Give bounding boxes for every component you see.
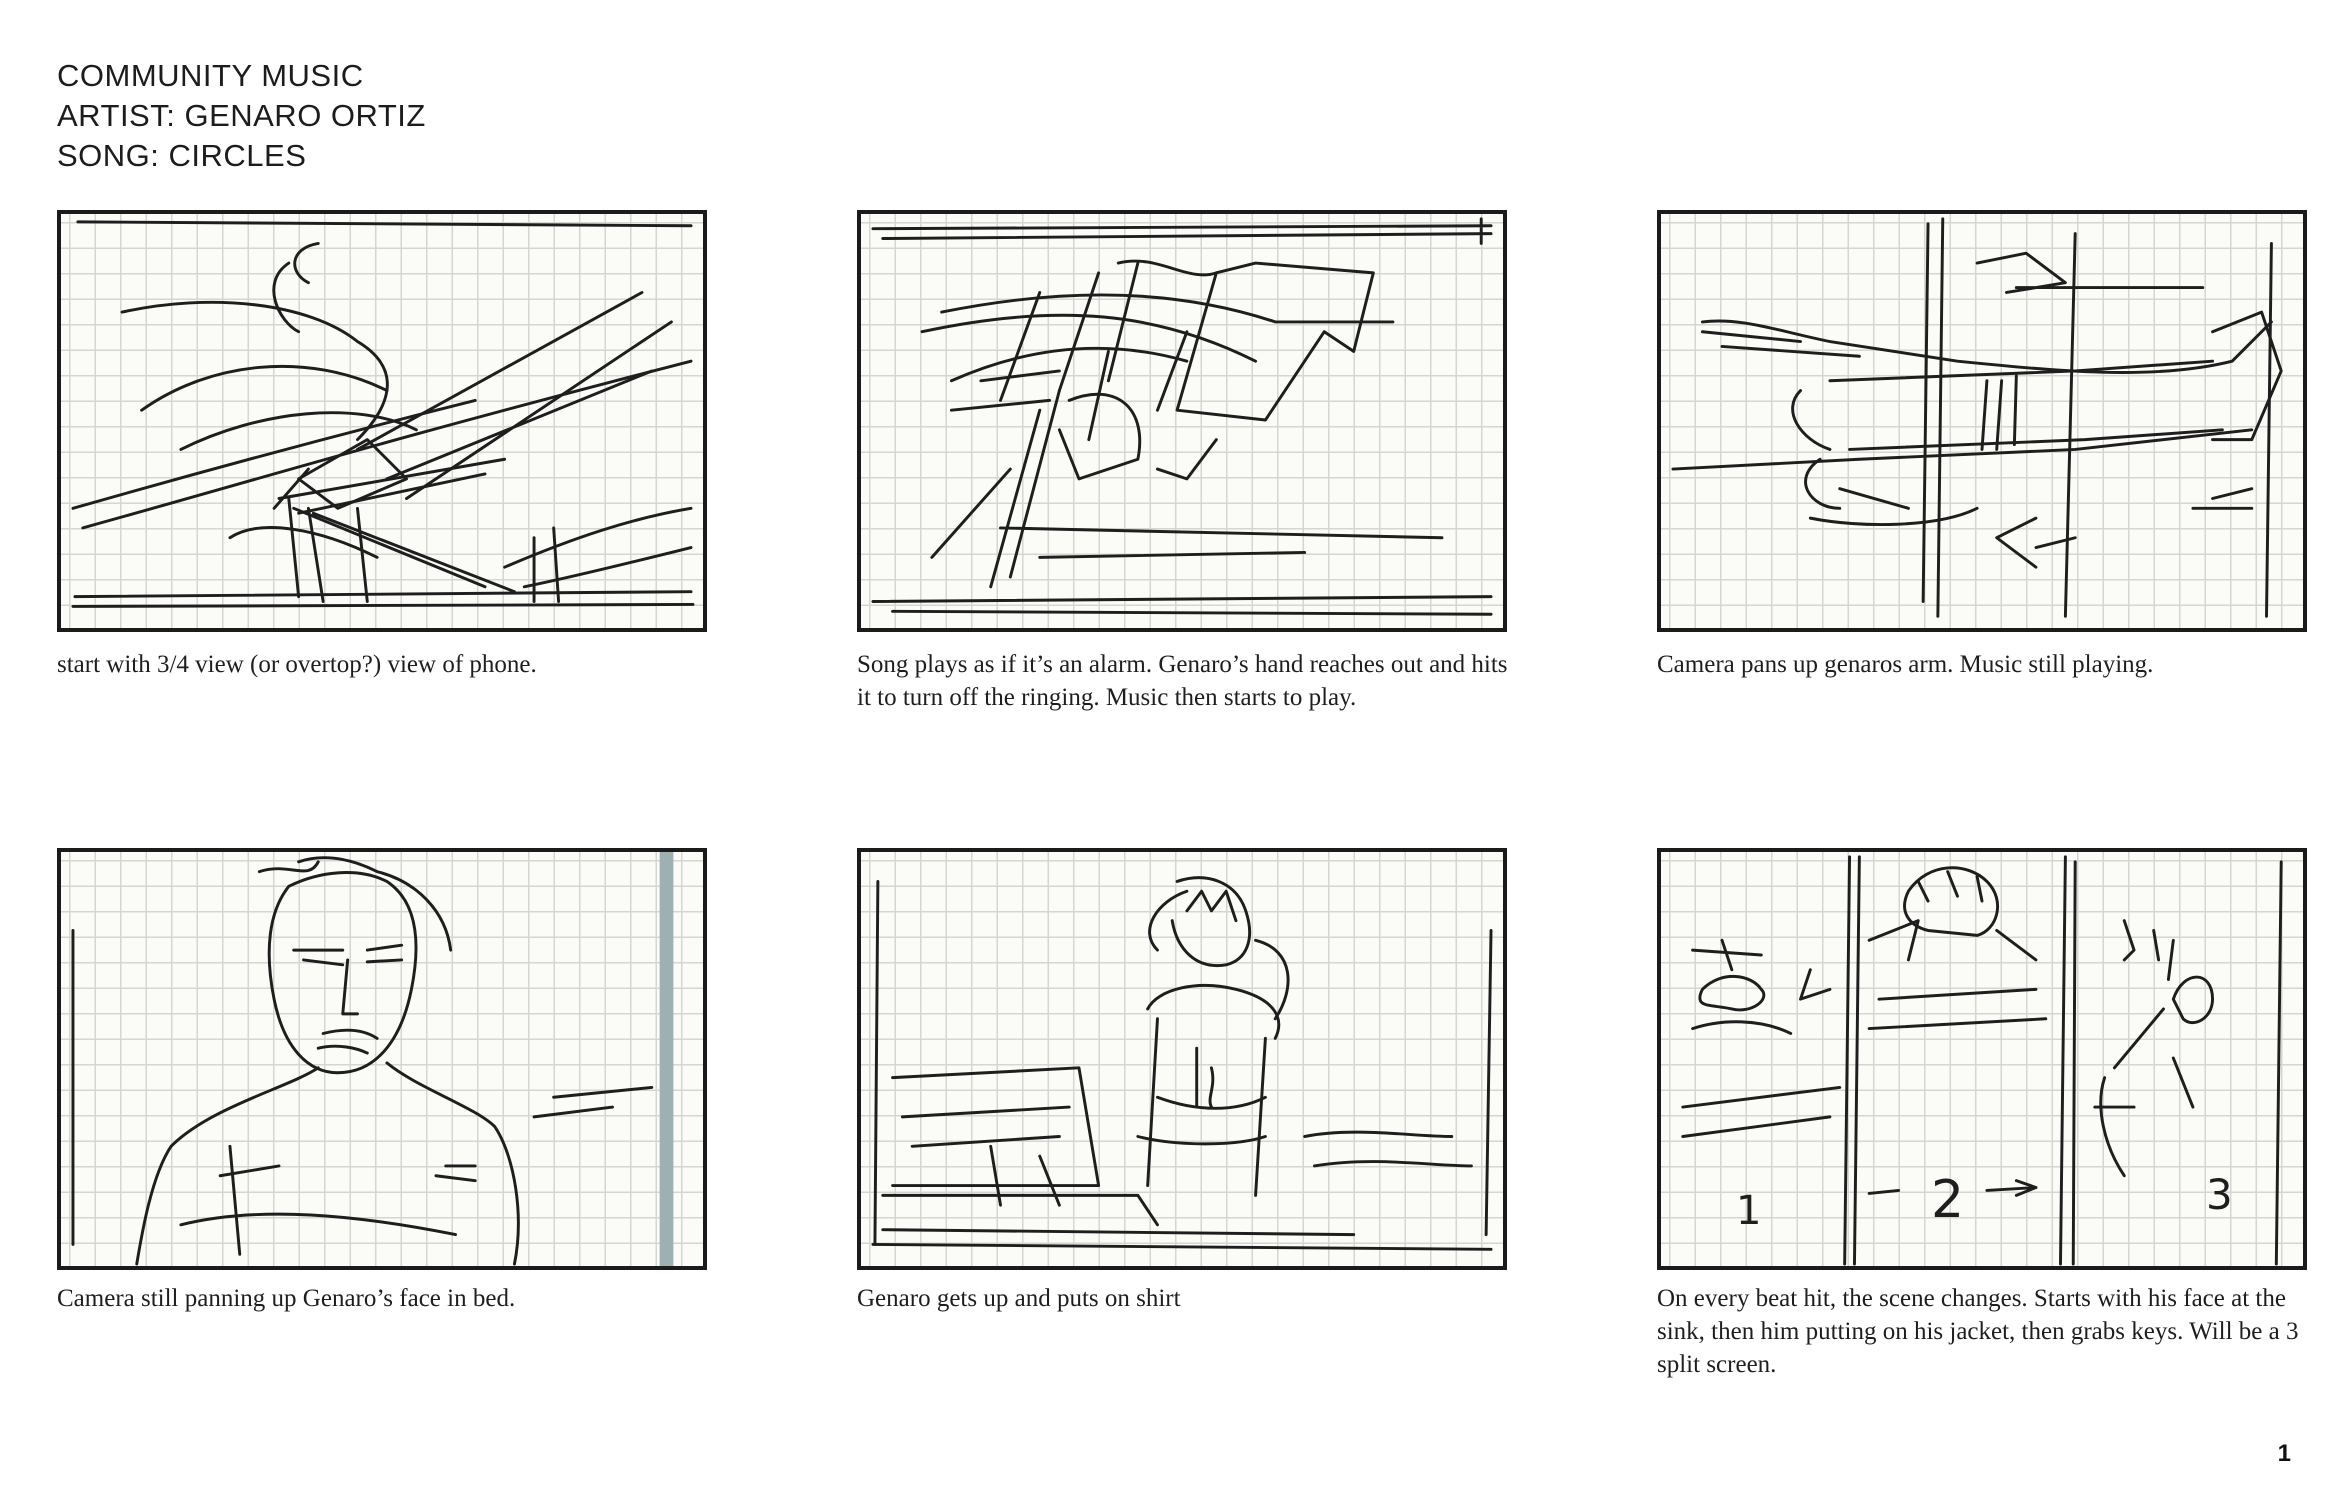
sketch-face-in-bed — [61, 852, 703, 1266]
sketch-hand-hits-alarm — [861, 214, 1503, 628]
sketch-arm-pan — [1661, 214, 2303, 628]
song-line: SONG: CIRCLES — [57, 138, 307, 173]
storyboard-panel-5 — [857, 848, 1507, 1270]
storyboard-panel-1 — [57, 210, 707, 632]
sketch-putting-on-shirt — [861, 852, 1503, 1266]
storyboard-header — [57, 56, 426, 176]
storyboard-panel-4 — [57, 848, 707, 1270]
panel-6-caption: On every beat hit, the scene changes. Starts with his face at the sink, then him putting on his jacket, then grabs keys. Will be a 3 split screen. — [1657, 1285, 2299, 1378]
panel-1-caption: start with 3/4 view (or overtop?) view of phone. — [57, 651, 537, 678]
sketch-phone-on-table — [61, 214, 703, 628]
storyboard-panel-6 — [1657, 848, 2307, 1270]
panel-5-caption: Genaro gets up and puts on shirt — [857, 1285, 1181, 1312]
project-title: COMMUNITY MUSIC — [57, 58, 364, 93]
storyboard-panel-3 — [1657, 210, 2307, 632]
page-number: 1 — [2277, 1440, 2291, 1467]
panel-2-caption: Song plays as if it’s an alarm. Genaro’s hand reaches out and hits it to turn off the ringing. Music then starts to play. — [857, 651, 1508, 711]
panel-4-caption: Camera still panning up Genaro’s face in bed. — [57, 1285, 516, 1312]
panel-3-caption: Camera pans up genaros arm. Music still playing. — [1657, 651, 2154, 678]
storyboard-panel-2 — [857, 210, 1507, 632]
artist-line: ARTIST: GENARO ORTIZ — [57, 98, 426, 133]
split-label-2: 2 — [1931, 1170, 1965, 1230]
split-label-3: 3 — [2206, 1170, 2233, 1219]
split-label-1: 1 — [1736, 1188, 1762, 1234]
